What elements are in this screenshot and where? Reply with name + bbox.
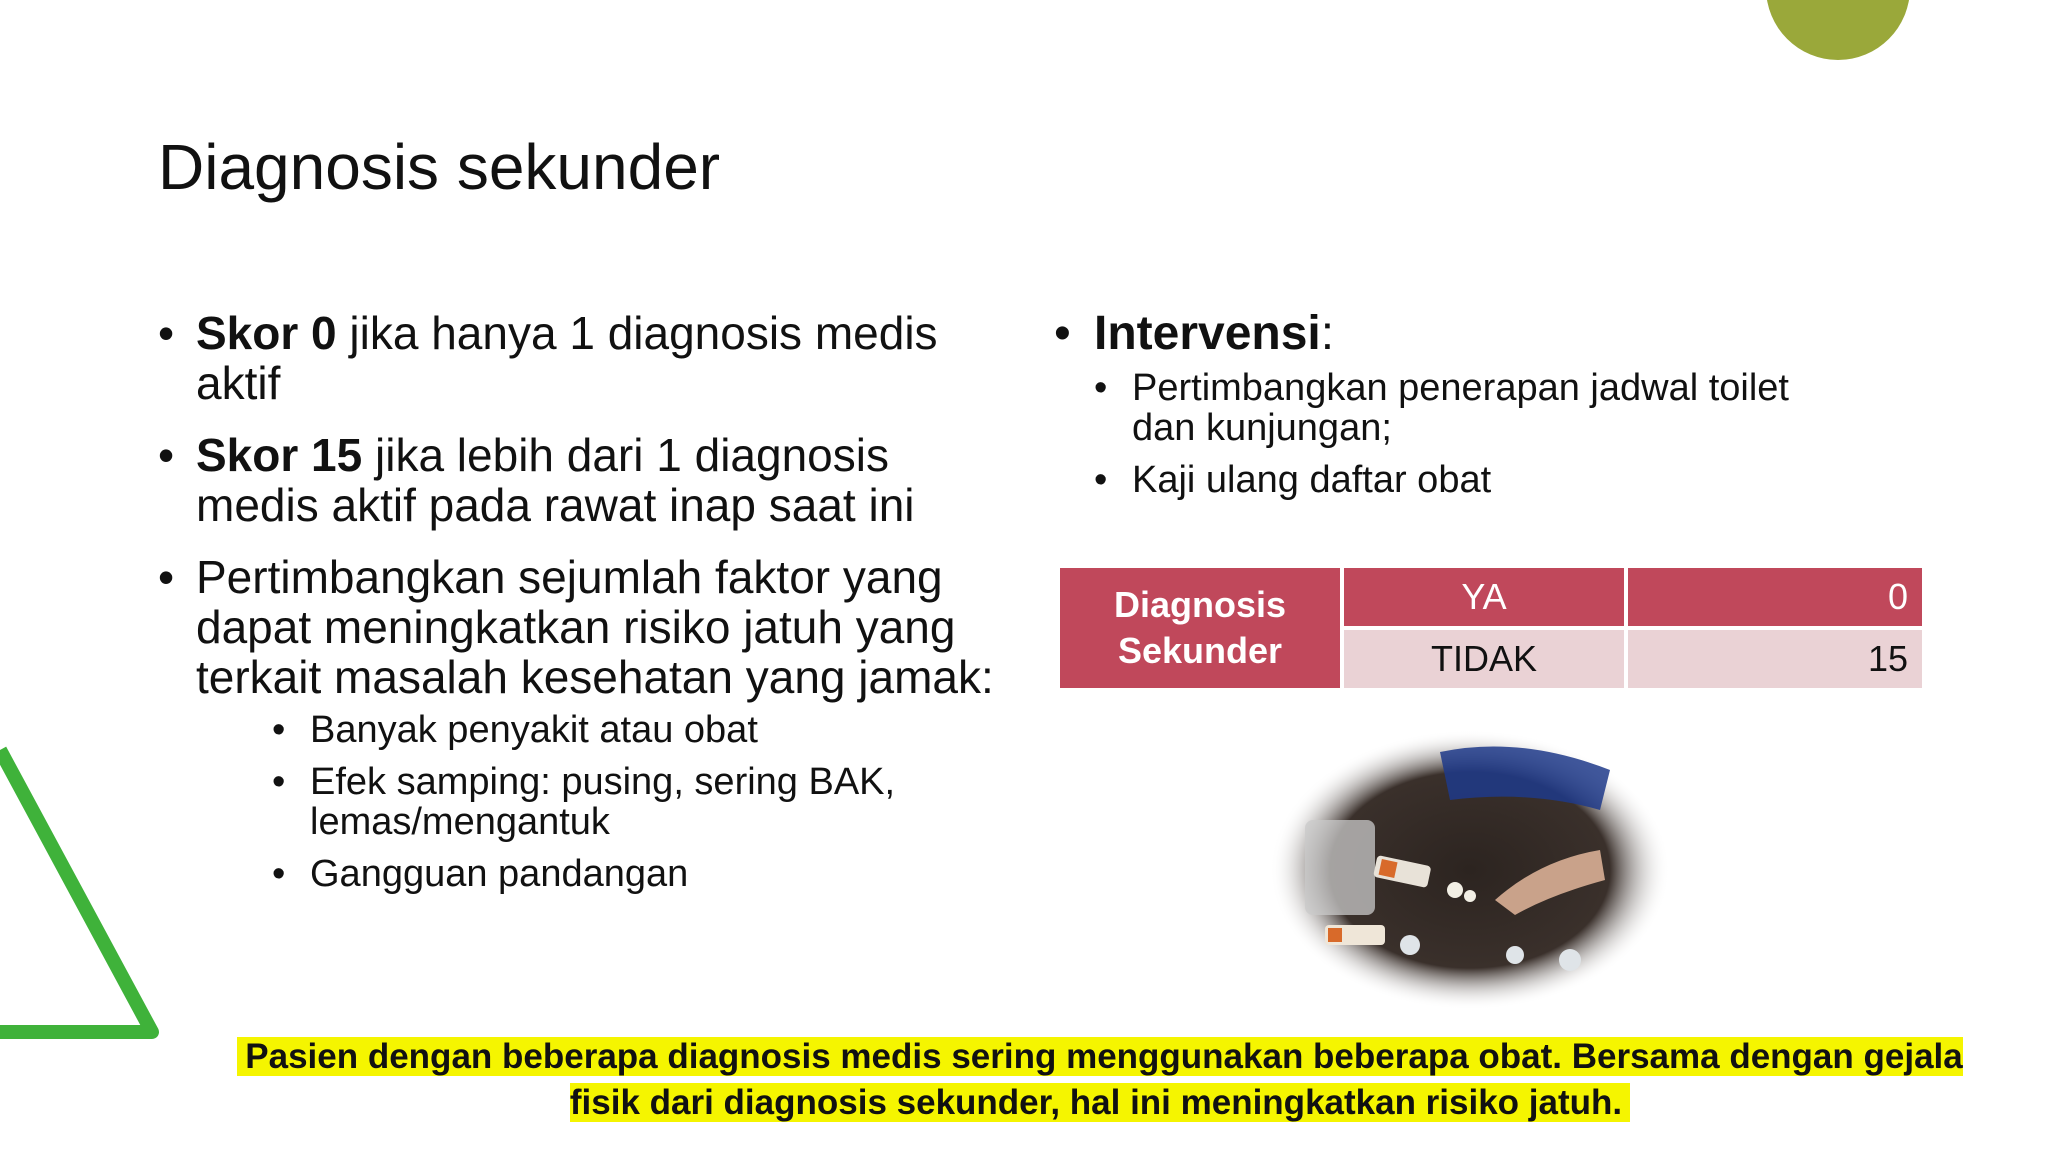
table-cell-tidak-score: 15 xyxy=(1628,630,1922,688)
slide-title: Diagnosis sekunder xyxy=(158,131,721,203)
bullet-skor-0 xyxy=(158,308,1018,408)
sub-bullet: • Banyak penyakit atau obat xyxy=(272,710,1018,750)
bullet-text: jika hanya 1 diagnosis medis aktif xyxy=(196,307,938,409)
sub-bullet: • Efek samping: pusing, sering BAK, lemas/mengantuk xyxy=(272,762,1018,842)
table-header-cell: Diagnosis Sekunder xyxy=(1060,568,1340,688)
bullet-text: Pertimbangkan sejumlah faktor yang dapat meningkatkan risiko jatuh yang terkait masalah kesehatan yang jamak: xyxy=(196,551,994,703)
decorative-triangle xyxy=(0,740,170,1040)
sub-bullet-list xyxy=(196,710,1018,894)
sub-bullet: • Kaji ulang daftar obat xyxy=(1094,460,1854,500)
caption-text: Pasien dengan beberapa diagnosis medis sering menggunakan beberapa obat. Bersama dengan gejala fisik dari diagnosis sekunder, hal ini meningkatkan risiko jatuh. xyxy=(237,1037,1962,1122)
intervensi-sub-list xyxy=(1094,368,1854,500)
bullet-pertimbangkan xyxy=(158,552,1018,894)
intervensi-heading: Intervensi xyxy=(1094,307,1321,360)
table-cell-tidak-label: TIDAK xyxy=(1344,630,1624,688)
sub-bullet: • Gangguan pandangan xyxy=(272,854,1018,894)
score-table xyxy=(1056,568,1926,688)
right-bullet-list xyxy=(1054,308,1854,512)
bullet-text: jika lebih dari 1 diagnosis medis aktif pada rawat inap saat ini xyxy=(196,429,915,531)
bullet-skor-15 xyxy=(158,430,1018,530)
bullet-bold: Skor 0 xyxy=(196,307,337,359)
table-cell-ya-label: YA xyxy=(1344,568,1624,626)
bullet-intervensi xyxy=(1054,308,1854,500)
bullet-bold: Skor 15 xyxy=(196,429,363,481)
medication-photo xyxy=(1270,730,1670,1010)
decorative-circle xyxy=(1766,0,1910,60)
table-cell-ya-score: 0 xyxy=(1628,568,1922,626)
highlighted-caption xyxy=(200,1034,2000,1126)
left-bullet-list xyxy=(158,308,1018,916)
sub-bullet: • Pertimbangkan penerapan jadwal toilet dan kunjungan; xyxy=(1094,368,1854,448)
intervensi-colon: : xyxy=(1320,307,1335,360)
